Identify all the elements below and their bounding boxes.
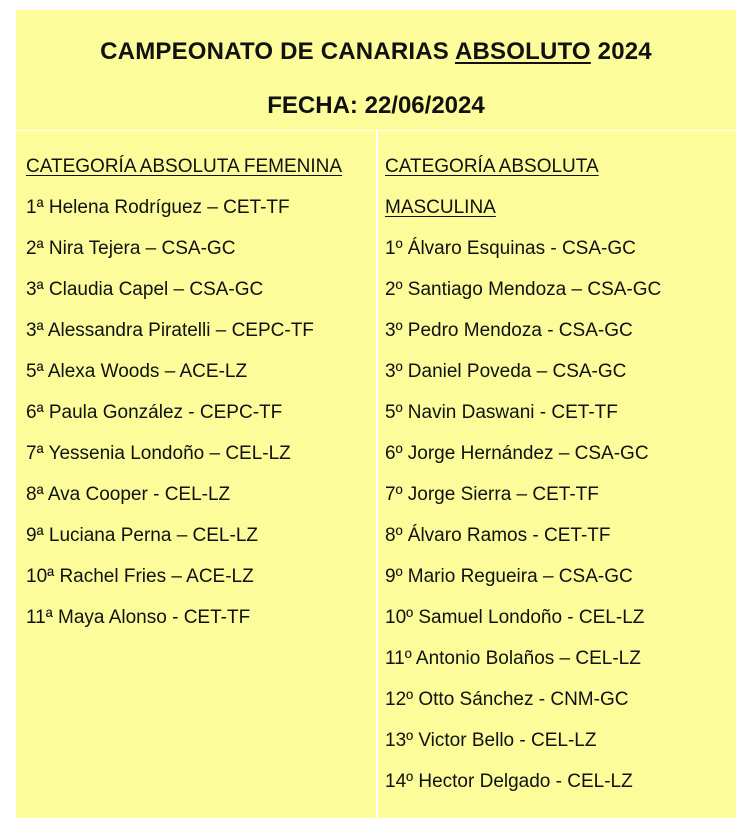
list-item: 2º Santiago Mendoza – CSA-GC: [385, 279, 662, 300]
list-item: 3º Daniel Poveda – CSA-GC: [385, 361, 627, 382]
list-item: 14º Hector Delgado - CEL-LZ: [385, 771, 633, 792]
list-item: 10ª Rachel Fries – ACE-LZ: [26, 566, 254, 587]
list-item: 1ª Helena Rodríguez – CET-TF: [26, 197, 290, 218]
list-item: 5ª Alexa Woods – ACE-LZ: [26, 361, 248, 382]
page-title: [16, 38, 736, 66]
list-item: 2ª Nira Tejera – CSA-GC: [26, 238, 236, 259]
men-heading-line2: MASCULINA: [385, 197, 496, 218]
list-item: 8º Álvaro Ramos - CET-TF: [385, 525, 611, 546]
list-item: 9ª Luciana Perna – CEL-LZ: [26, 525, 258, 546]
list-item: 3ª Claudia Capel – CSA-GC: [26, 279, 264, 300]
list-item: 10º Samuel Londoño - CEL-LZ: [385, 607, 645, 628]
list-item: 8ª Ava Cooper - CEL-LZ: [26, 484, 231, 505]
list-item: 11º Antonio Bolaños – CEL-LZ: [385, 648, 641, 669]
list-item: 13º Victor Bello - CEL-LZ: [385, 730, 597, 751]
women-column: [26, 146, 371, 638]
women-heading: CATEGORÍA ABSOLUTA FEMENINA: [26, 156, 343, 177]
list-item: 3º Pedro Mendoza - CSA-GC: [385, 320, 633, 341]
list-item: 7ª Yessenia Londoño – CEL-LZ: [26, 443, 291, 464]
column-divider: [376, 131, 378, 818]
men-column: [385, 146, 730, 802]
list-item: 7º Jorge Sierra – CET-TF: [385, 484, 599, 505]
list-item: 3ª Alessandra Piratelli – CEPC-TF: [26, 320, 314, 341]
list-item: 12º Otto Sánchez - CNM-GC: [385, 689, 629, 710]
list-item: 6º Jorge Hernández – CSA-GC: [385, 443, 649, 464]
event-date: FECHA: 22/06/2024: [267, 92, 485, 119]
list-item: 6ª Paula González - CEPC-TF: [26, 402, 283, 423]
list-item: 9º Mario Regueira – CSA-GC: [385, 566, 633, 587]
results-sheet: [16, 10, 736, 818]
women-list: [26, 187, 371, 638]
men-list: [385, 228, 730, 802]
men-heading: CATEGORÍA ABSOLUTA: [385, 156, 599, 177]
list-item: 1º Álvaro Esquinas - CSA-GC: [385, 238, 636, 259]
list-item: 5º Navin Daswani - CET-TF: [385, 402, 618, 423]
title-prefix: CAMPEONATO DE CANARIAS: [100, 38, 455, 65]
list-item: 11ª Maya Alonso - CET-TF: [26, 607, 251, 628]
title-underlined: ABSOLUTO: [454, 38, 591, 65]
title-suffix: 2024: [590, 38, 652, 65]
header: [16, 10, 736, 131]
